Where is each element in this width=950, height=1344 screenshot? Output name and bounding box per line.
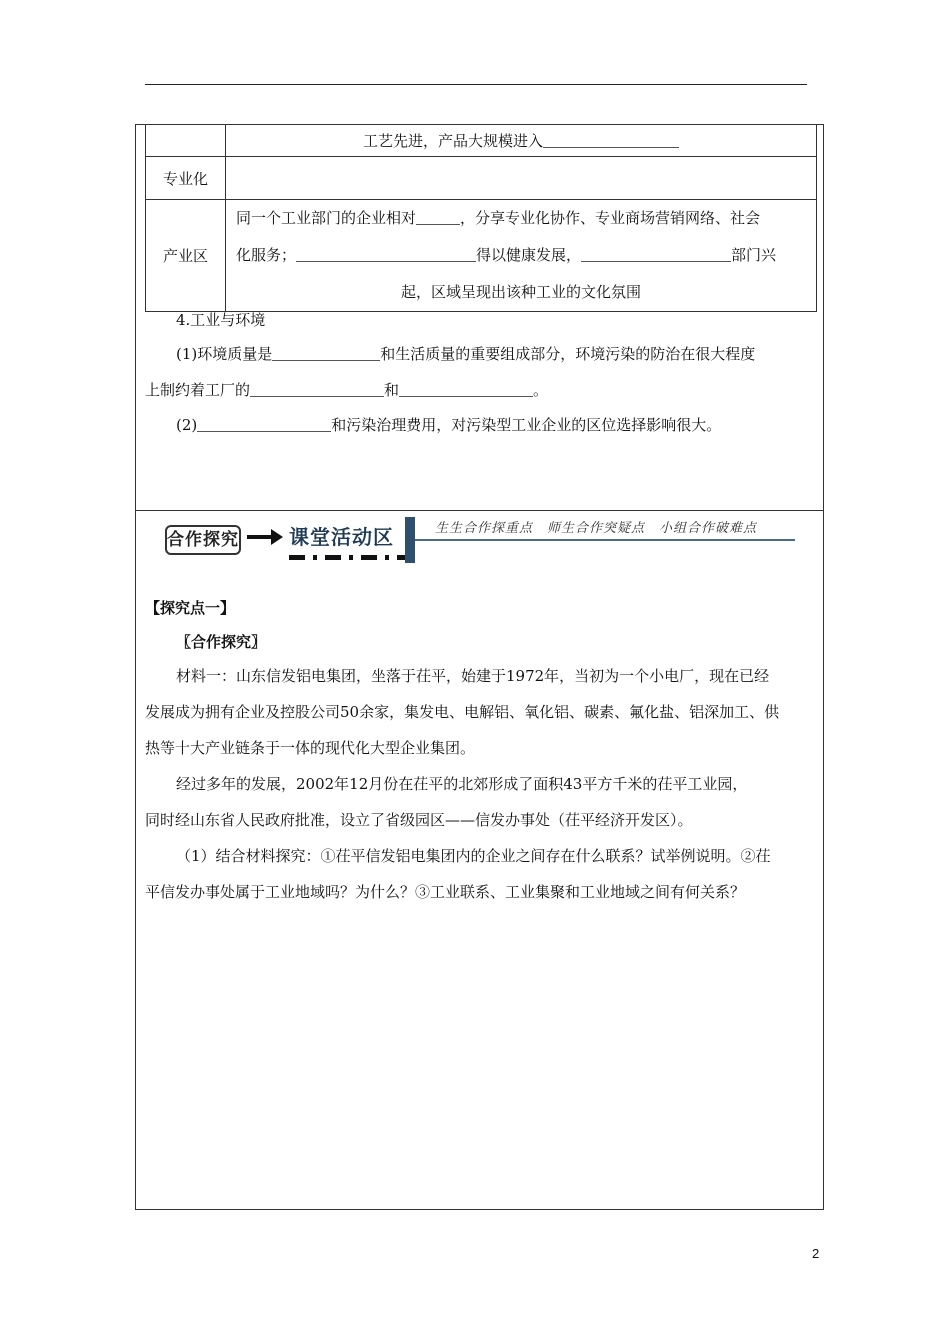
answer-blank[interactable] bbox=[272, 344, 380, 361]
material2-line2: 同时经山东省人民政府批准，设立了省级园区——信发办事处（茌平经济开发区）。 bbox=[145, 811, 693, 829]
section4-p1-line2 bbox=[145, 380, 548, 400]
text: 上制约着工厂的 bbox=[145, 381, 251, 399]
table-cell bbox=[226, 200, 817, 312]
industrial-district-label: 产业区 bbox=[146, 200, 226, 312]
row3-text: 化服务； bbox=[236, 246, 297, 264]
text: (2) bbox=[176, 416, 198, 434]
table-row bbox=[146, 125, 817, 157]
answer-blank[interactable] bbox=[197, 415, 331, 432]
answer-blank[interactable] bbox=[543, 131, 679, 148]
specialization-label: 专业化 bbox=[146, 157, 226, 200]
banner-bar bbox=[405, 517, 415, 563]
text: 。 bbox=[533, 381, 549, 399]
text: 和污染治理费用，对污染型工业企业的区位选择影响很大。 bbox=[331, 416, 722, 434]
row3-text: ，分享专业化协作、专业商场营销网络、社会 bbox=[460, 209, 761, 227]
section4-p2 bbox=[176, 415, 721, 435]
answer-blank[interactable] bbox=[250, 380, 384, 397]
banner-title: 课堂活动区 bbox=[289, 525, 394, 549]
banner-line bbox=[415, 539, 795, 541]
table-row bbox=[146, 200, 817, 312]
industry-table bbox=[145, 124, 817, 312]
text: (1)环境质量是 bbox=[176, 345, 273, 363]
table-row bbox=[146, 157, 817, 200]
section4-heading: 4.工业与环境 bbox=[176, 311, 266, 329]
answer-blank[interactable] bbox=[296, 245, 476, 262]
section4-p1-line1 bbox=[176, 344, 755, 364]
classroom-activity-banner bbox=[165, 517, 795, 565]
material2-line1: 经过多年的发展，2002年12月份在茌平的北郊形成了面积43平方千米的茌平工业园， bbox=[176, 775, 748, 793]
dash-decoration bbox=[289, 555, 409, 560]
answer-blank[interactable] bbox=[399, 380, 533, 397]
section-divider bbox=[135, 510, 824, 511]
arrow-head-icon bbox=[271, 529, 283, 545]
question1-line1: （1）结合材料探究：①茌平信发铝电集团内的企业之间存在什么联系？试举例说明。②茌 bbox=[176, 847, 771, 865]
header-rule bbox=[145, 84, 807, 85]
text: 和 bbox=[384, 381, 400, 399]
row3-text: 同一个工业部门的企业相对 bbox=[236, 209, 417, 227]
banner-motto: 生生合作探重点 师生合作突疑点 小组合作破难点 bbox=[435, 521, 758, 536]
material1-line2: 发展成为拥有企业及控股公司50余家，集发电、电解铝、氧化铝、碳素、氟化盐、铝深加工、供 bbox=[145, 703, 780, 721]
text: 和生活质量的重要组成部分，环境污染的防治在很大程度 bbox=[380, 345, 756, 363]
row3-text: 起，区域呈现出该种工业的文化氛围 bbox=[400, 283, 641, 301]
row3-text: 部门兴 bbox=[731, 246, 777, 264]
table-cell bbox=[226, 125, 817, 157]
table-cell-empty bbox=[146, 125, 226, 157]
page-number: 2 bbox=[812, 1246, 820, 1261]
answer-blank[interactable] bbox=[581, 245, 731, 262]
cooperative-explore-subheading: 〖合作探究〗 bbox=[176, 633, 267, 651]
row3-text: 得以健康发展， bbox=[476, 246, 582, 264]
cooperative-explore-tag: 合作探究 bbox=[165, 525, 241, 555]
material1-line1: 材料一：山东信发铝电集团，坐落于茌平，始建于1972年，当初为一个小电厂，现在已经 bbox=[176, 667, 770, 685]
table-cell-empty bbox=[226, 157, 817, 200]
material1-line3: 热等十大产业链条于一体的现代化大型企业集团。 bbox=[145, 739, 476, 757]
row1-text: 工艺先进，产品大规模进入 bbox=[362, 132, 543, 150]
question1-line2: 平信发办事处属于工业地域吗？为什么？③工业联系、工业集聚和工业地域之间有何关系？ bbox=[145, 883, 746, 901]
explore-point-heading: 【探究点一】 bbox=[145, 599, 236, 617]
answer-blank[interactable] bbox=[416, 208, 460, 225]
